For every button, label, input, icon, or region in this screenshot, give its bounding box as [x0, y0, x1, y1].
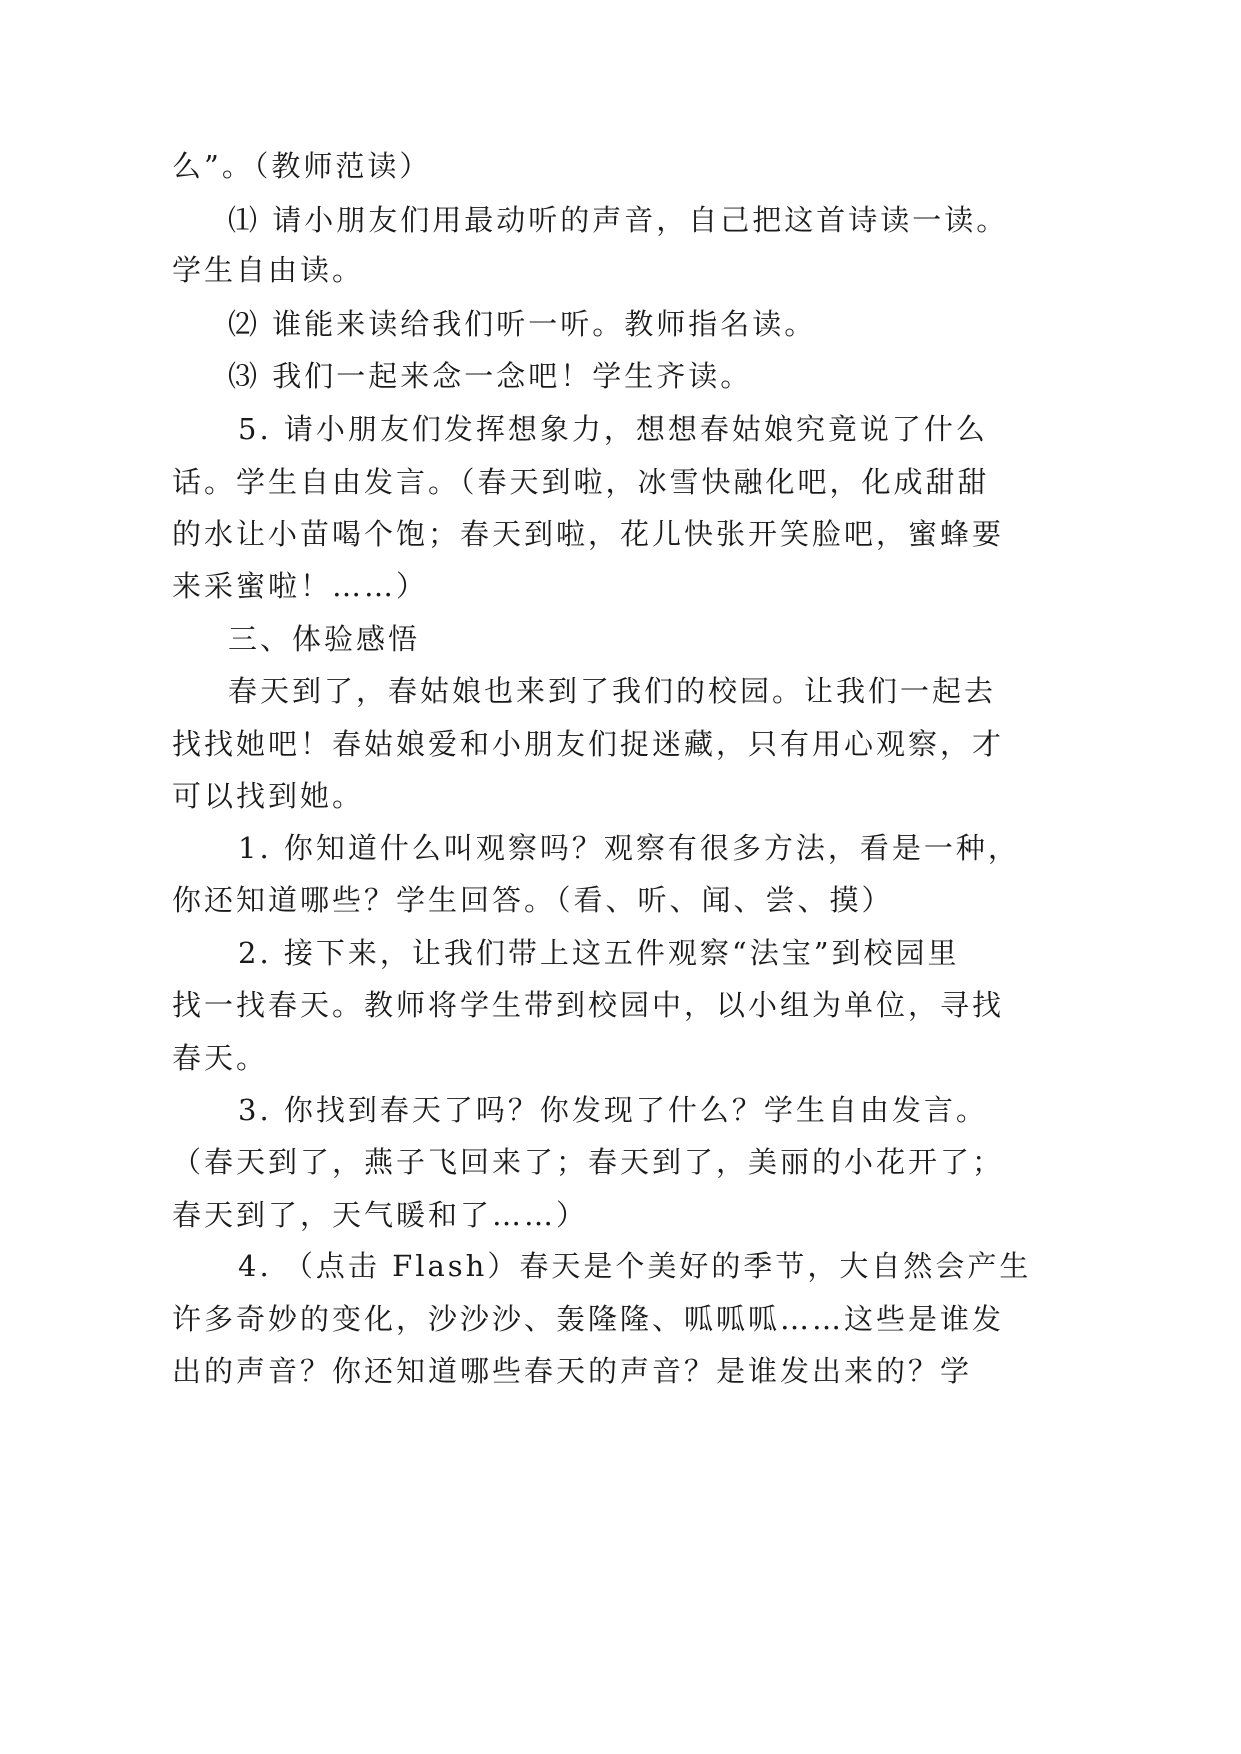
text-line: 找找她吧！春姑娘爱和小朋友们捉迷藏，只有用心观察，才	[172, 727, 1005, 761]
text-line: 2. 接下来，让我们带上这五件观察“法宝”到校园里	[238, 936, 960, 970]
text-line: 的水让小苗喝个饱；春天到啦，花儿快张开笑脸吧，蜜蜂要	[172, 517, 1005, 551]
section-heading: 三、体验感悟	[228, 622, 421, 656]
text-line: 3. 你找到春天了吗？你发现了什么？学生自由发言。	[238, 1093, 988, 1127]
text-line: 话。学生自由发言。（春天到啦，冰雪快融化吧，化成甜甜	[172, 465, 990, 499]
text-line: 春天。	[172, 1041, 269, 1075]
text-line: 许多奇妙的变化，沙沙沙、轰隆隆、呱呱呱……这些是谁发	[172, 1302, 1005, 1336]
text-line: 学生自由读。	[172, 253, 365, 287]
text-line: ⑵ 谁能来读给我们听一听。教师指名读。	[228, 307, 817, 341]
text-line: （春天到了，燕子飞回来了；春天到了，美丽的小花开了；	[172, 1145, 1005, 1179]
text-line: 春天到了，春姑娘也来到了我们的校园。让我们一起去	[228, 674, 997, 708]
text-line: 出的声音？你还知道哪些春天的声音？是谁发出来的？学	[172, 1354, 973, 1388]
text-line: 5. 请小朋友们发挥想象力，想想春姑娘究竟说了什么	[238, 412, 988, 446]
text-line: 么”。（教师范读）	[172, 149, 432, 183]
text-line: ⑴ 请小朋友们用最动听的声音，自己把这首诗读一读。	[228, 203, 1009, 237]
text-line: 1. 你知道什么叫观察吗？观察有很多方法，看是一种，	[238, 831, 1020, 865]
text-line: 春天到了，天气暖和了……）	[172, 1198, 589, 1232]
text-line: 找一找春天。教师将学生带到校园中，以小组为单位，寻找	[172, 988, 1005, 1022]
text-line: 来采蜜啦！……）	[172, 569, 429, 603]
text-line: 可以找到她。	[172, 779, 365, 813]
text-line: 你还知道哪些？学生回答。（看、听、闻、尝、摸）	[172, 883, 894, 917]
text-line: 4. （点击 Flash）春天是个美好的季节，大自然会产生	[238, 1249, 1032, 1283]
text-line: ⑶ 我们一起来念一念吧！学生齐读。	[228, 359, 753, 393]
